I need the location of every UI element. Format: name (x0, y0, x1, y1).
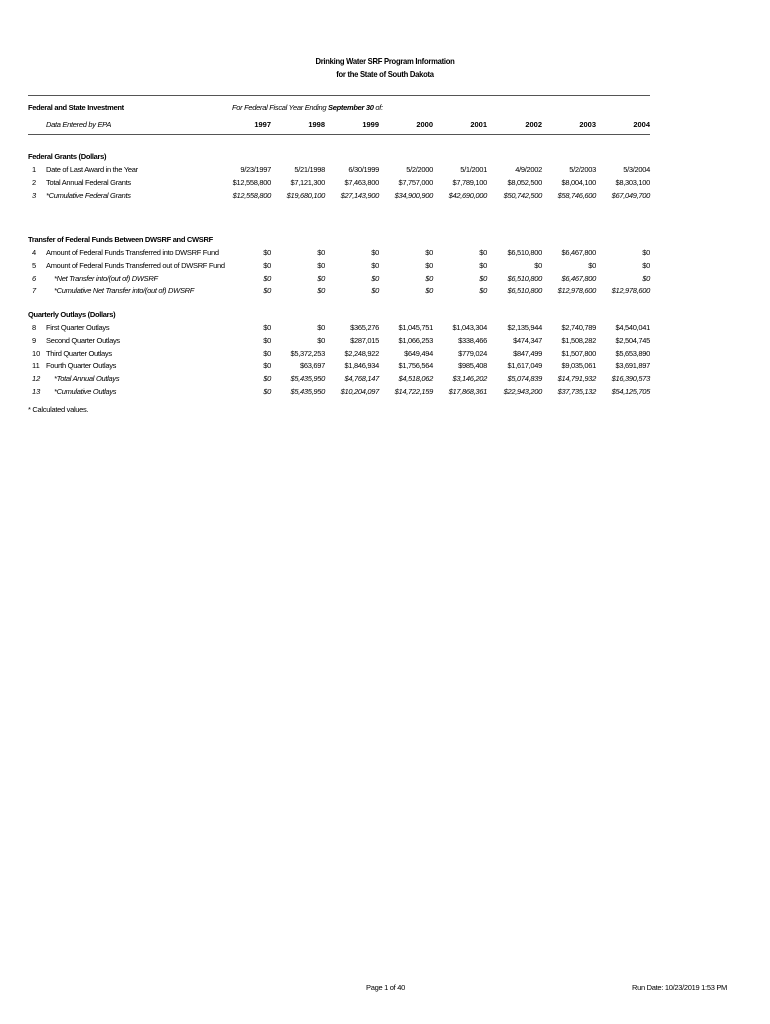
value-cell: $0 (263, 248, 271, 257)
value-cell: $3,691,897 (615, 361, 650, 371)
value-cell: $58,746,600 (557, 190, 596, 200)
value-cell: $5,435,950 (290, 387, 325, 396)
row-label: First Quarter Outlays (46, 323, 110, 332)
value-cell: $779,024 (458, 348, 487, 358)
value-cell: $10,204,097 (340, 387, 379, 396)
report-subtitle: for the State of South Dakota (336, 69, 434, 79)
row-number: 12 (32, 374, 41, 384)
value-cell: $7,757,000 (398, 177, 433, 187)
value-cell: $3,146,202 (452, 374, 487, 384)
value-cell: 9/23/1997 (240, 165, 271, 174)
row-number: 11 (32, 361, 40, 371)
run-date: Run Date: 10/23/2019 1:53 PM (632, 983, 728, 992)
value-cell: $0 (534, 260, 542, 270)
year-header: 2000 (416, 120, 433, 129)
year-header: 1997 (254, 120, 271, 129)
value-cell: $50,742,500 (503, 190, 542, 200)
value-cell: $0 (263, 361, 271, 371)
value-cell: $287,015 (350, 335, 379, 345)
year-header: 1998 (308, 120, 325, 129)
value-cell: $0 (371, 260, 379, 270)
row-label: Amount of Federal Funds Transferred into DWSRF Fund (46, 248, 219, 257)
row-number: 13 (32, 387, 41, 396)
value-cell: $1,846,934 (344, 361, 379, 371)
value-cell: $8,052,500 (507, 177, 542, 187)
year-header: 2001 (470, 120, 487, 129)
row-label: Date of Last Award in the Year (46, 165, 138, 174)
value-cell: $5,372,253 (290, 348, 325, 358)
value-cell: $0 (642, 273, 650, 283)
fy-bold: September 30 (328, 103, 374, 112)
row-label: *Total Annual Outlays (54, 374, 120, 384)
row-number: 3 (32, 190, 37, 200)
value-cell: $7,463,800 (344, 177, 379, 187)
value-cell: $37,735,132 (557, 387, 596, 396)
page-number: Page 1 of 40 (366, 983, 405, 992)
value-cell: $1,508,282 (561, 335, 596, 345)
row-number: 4 (32, 248, 37, 257)
row-label: Second Quarter Outlays (46, 335, 120, 345)
row-label: *Cumulative Outlays (54, 387, 117, 396)
row-label: Amount of Federal Funds Transferred out of DWSRF Fund (46, 260, 225, 270)
value-cell: $1,756,564 (398, 361, 433, 371)
row-number: 5 (32, 260, 37, 270)
fy-prefix: For Federal Fiscal Year Ending (232, 103, 329, 112)
row-label: Fourth Quarter Outlays (46, 361, 117, 371)
value-cell: $0 (479, 273, 487, 283)
value-cell: $34,900,900 (394, 190, 433, 200)
value-cell: $4,540,041 (615, 323, 650, 332)
value-cell: $0 (425, 248, 433, 257)
value-cell: $27,143,900 (340, 190, 379, 200)
value-cell: 5/21/1998 (294, 165, 325, 174)
value-cell: $5,435,950 (290, 374, 325, 384)
value-cell: $14,791,932 (557, 374, 596, 384)
value-cell: $0 (371, 273, 379, 283)
value-cell: $6,467,800 (561, 273, 596, 283)
value-cell: $8,004,100 (561, 177, 596, 187)
value-cell: $14,722,159 (394, 387, 433, 396)
value-cell: $2,135,944 (507, 323, 542, 332)
row-label: *Cumulative Net Transfer into/(out of) DWSRF (54, 286, 195, 296)
value-cell: 5/1/2001 (460, 165, 487, 174)
value-cell: $985,408 (458, 361, 487, 371)
value-cell: $2,504,745 (615, 335, 650, 345)
value-cell: $365,276 (350, 323, 379, 332)
row-label: Total Annual Federal Grants (46, 177, 131, 187)
value-cell: 6/30/1999 (348, 165, 379, 174)
value-cell: $0 (371, 248, 379, 257)
section-heading: Quarterly Outlays (Dollars) (28, 310, 116, 319)
value-cell: $6,467,800 (561, 248, 596, 257)
value-cell: $5,653,890 (615, 348, 650, 358)
row-label: *Net Transfer into/(out of) DWSRF (54, 273, 158, 283)
value-cell: $1,043,304 (452, 323, 487, 332)
row-number: 1 (32, 165, 37, 174)
value-cell: $19,680,100 (286, 190, 325, 200)
value-cell: 5/2/2003 (569, 165, 596, 174)
row-number: 10 (32, 348, 41, 358)
value-cell: $0 (479, 248, 487, 257)
value-cell: $63,697 (299, 361, 325, 371)
value-cell: $6,510,800 (507, 273, 542, 283)
value-cell: $12,558,800 (232, 177, 271, 187)
value-cell: $16,390,573 (611, 374, 650, 384)
value-cell: $1,066,253 (398, 335, 433, 345)
year-header: 1999 (362, 120, 379, 129)
header-left-title: Federal and State Investment (28, 103, 124, 112)
value-cell: $7,789,100 (452, 177, 487, 187)
row-number: 9 (32, 335, 37, 345)
value-cell: $0 (371, 286, 379, 296)
fiscal-year-caption (232, 103, 383, 112)
row-label: *Cumulative Federal Grants (46, 190, 131, 200)
value-cell: $1,617,049 (507, 361, 542, 371)
value-cell: $847,499 (513, 348, 542, 358)
value-cell: $17,868,361 (448, 387, 487, 396)
value-cell: 4/9/2002 (515, 165, 542, 174)
value-cell: $0 (263, 273, 271, 283)
value-cell: $4,768,147 (344, 374, 379, 384)
value-cell: $0 (642, 248, 650, 257)
value-cell: $12,978,600 (557, 286, 596, 296)
value-cell: $1,045,751 (398, 323, 433, 332)
footnote: * Calculated values. (28, 405, 89, 414)
row-number: 6 (32, 273, 37, 283)
section-heading: Federal Grants (Dollars) (28, 152, 107, 161)
top-rule (28, 95, 650, 96)
value-cell: $338,466 (458, 335, 487, 345)
value-cell: 5/2/2000 (406, 165, 433, 174)
value-cell: $0 (425, 286, 433, 296)
value-cell: $42,690,000 (448, 190, 487, 200)
value-cell: $12,558,800 (232, 190, 271, 200)
value-cell: $0 (263, 374, 271, 384)
value-cell: $0 (479, 260, 487, 270)
value-cell: $0 (263, 387, 271, 396)
value-cell: $0 (588, 260, 596, 270)
value-cell: $0 (317, 273, 325, 283)
header-left-subtitle: Data Entered by EPA (46, 120, 112, 129)
value-cell: $7,121,300 (290, 177, 325, 187)
value-cell: $54,125,705 (611, 387, 650, 396)
value-cell: 5/3/2004 (623, 165, 650, 174)
value-cell: $0 (263, 348, 271, 358)
value-cell: $0 (263, 323, 271, 332)
row-number: 8 (32, 323, 37, 332)
value-cell: $0 (317, 248, 325, 257)
section-heading: Transfer of Federal Funds Between DWSRF and CWSRF (28, 235, 213, 244)
value-cell: $6,510,800 (507, 286, 542, 296)
value-cell: $1,507,800 (561, 348, 596, 358)
report-title: Drinking Water SRF Program Information (315, 56, 455, 66)
value-cell: $5,074,839 (507, 374, 542, 384)
value-cell: $0 (425, 260, 433, 270)
row-label: Third Quarter Outlays (46, 348, 112, 358)
value-cell: $0 (317, 335, 325, 345)
year-header: 2002 (525, 120, 542, 129)
value-cell: $4,518,062 (398, 374, 433, 384)
value-cell: $0 (317, 286, 325, 296)
value-cell: $12,978,600 (611, 286, 650, 296)
value-cell: $8,303,100 (615, 177, 650, 187)
header-rule (28, 134, 650, 135)
value-cell: $0 (425, 273, 433, 283)
value-cell: $0 (642, 260, 650, 270)
fy-suffix: of: (373, 103, 383, 112)
value-cell: $2,248,922 (344, 348, 379, 358)
value-cell: $474,347 (513, 335, 542, 345)
value-cell: $22,943,200 (503, 387, 542, 396)
value-cell: $6,510,800 (507, 248, 542, 257)
value-cell: $0 (263, 335, 271, 345)
row-number: 2 (32, 177, 37, 187)
value-cell: $649,494 (404, 348, 433, 358)
value-cell: $0 (479, 286, 487, 296)
value-cell: $0 (317, 323, 325, 332)
value-cell: $0 (263, 286, 271, 296)
year-header: 2003 (579, 120, 596, 129)
value-cell: $9,035,061 (561, 361, 596, 371)
row-number: 7 (32, 286, 37, 296)
value-cell: $0 (317, 260, 325, 270)
value-cell: $2,740,789 (561, 323, 596, 332)
value-cell: $67,049,700 (611, 190, 650, 200)
value-cell: $0 (263, 260, 271, 270)
year-header: 2004 (633, 120, 650, 129)
